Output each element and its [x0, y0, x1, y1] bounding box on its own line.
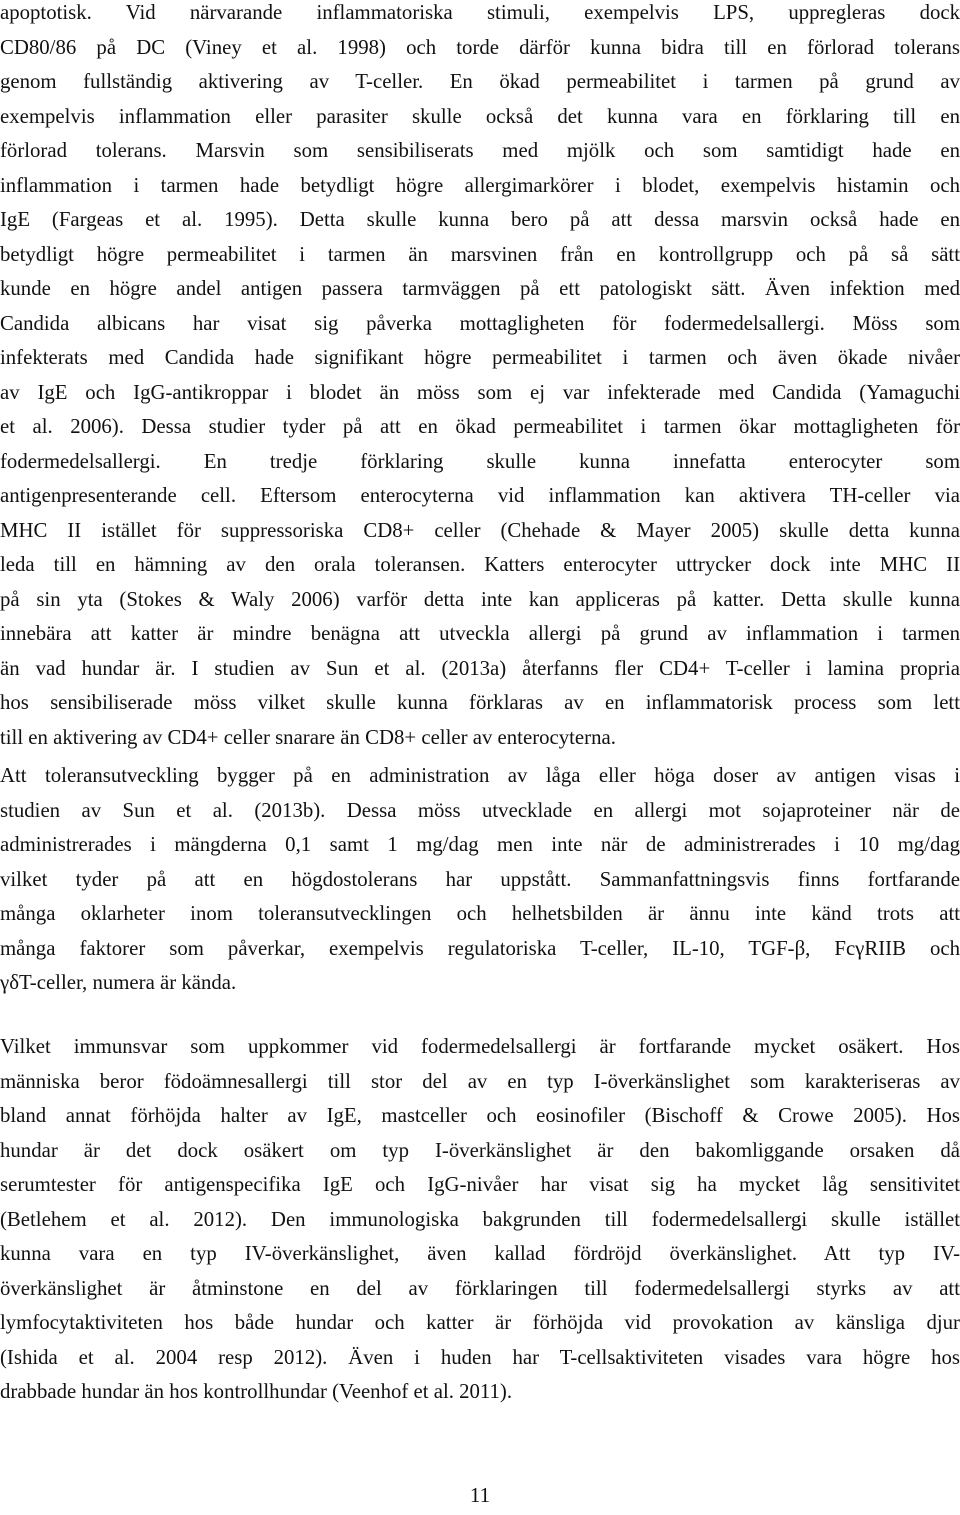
paragraph-line: infekterats med Candida hade signifikant högre permeabilitet i tarmen och även ökade nivåer [0, 346, 960, 369]
body-paragraph-2 [0, 762, 960, 1004]
paragraph-line: betydligt högre permeabilitet i tarmen än marsvinen från en kontrollgrupp och på så sätt [0, 242, 960, 266]
paragraph-line: serumtester för antigenspecifika IgE och IgG-nivåer har visat sig ha mycket låg sensitivitet [0, 1173, 960, 1196]
body-paragraph-3 [0, 1033, 960, 1413]
paragraph-line: kunde en högre andel antigen passera tarmväggen på ett patologiskt sätt. Även infektion med [0, 277, 960, 300]
paragraph-line: överkänslighet är åtminstone en del av förklaringen till fodermedelsallergi styrks av att [0, 1276, 960, 1300]
paragraph-line: förlorad tolerans. Marsvin som sensibiliserats med mjölk och som samtidigt hade en [0, 139, 960, 162]
paragraph-line: kunna vara en typ IV-överkänslighet, även kallad fördröjd överkänslighet. Att typ IV- [0, 1242, 960, 1265]
paragraph-line: på sin yta (Stokes & Waly 2006) varför detta inte kan appliceras på katter. Detta skulle kunna [0, 587, 960, 611]
paragraph-line: till en aktivering av CD4+ celler snarare än CD8+ celler av enterocyterna. [0, 725, 616, 749]
paragraph-line: hos sensibiliserade möss vilket skulle kunna förklaras av en inflammatorisk process som lett [0, 691, 960, 714]
paragraph-line: γδT-celler, numera är kända. [0, 971, 237, 994]
paragraph-line: leda till en hämning av den orala toleransen. Katters enterocyter uttrycker dock inte MHC II [0, 553, 960, 576]
paragraph-line: MHC II istället för suppressoriska CD8+ celler (Chehade & Mayer 2005) skulle detta kunna [0, 518, 960, 542]
paragraph-line: IgE (Fargeas et al. 1995). Detta skulle kunna bero på att dessa marsvin också hade en [0, 208, 960, 231]
paragraph-line: exempelvis inflammation eller parasiter skulle också det kunna vara en förklaring till en [0, 104, 960, 128]
paragraph-line: antigenpresenterande cell. Eftersom enterocyterna vid inflammation kan aktivera TH-celler via [0, 484, 960, 507]
paragraph-line: et al. 2006). Dessa studier tyder på att en ökad permeabilitet i tarmen ökar mottagligheten för [0, 415, 960, 438]
paragraph-line: Vilket immunsvar som uppkommer vid fodermedelsallergi är fortfarande mycket osäkert. Hos [0, 1035, 960, 1058]
paragraph-line: lymfocytaktiviteten hos både hundar och katter är förhöjda vid provokation av känsliga djur [0, 1311, 960, 1334]
paragraph-line: innebära att katter är mindre benägna att utveckla allergi på grund av inflammation i tarmen [0, 622, 960, 645]
paragraph-line: administrerades i mängderna 0,1 samt 1 mg/dag men inte när de administrerades i 10 mg/dag [0, 833, 960, 856]
paragraph-line: många faktorer som påverkar, exempelvis regulatoriska T-celler, IL-10, TGF-β, FcγRIIB och [0, 936, 960, 960]
paragraph-line: bland annat förhöjda halter av IgE, mastceller och eosinofiler (Bischoff & Crowe 2005). Hos [0, 1104, 960, 1127]
paragraph-line: fodermedelsallergi. En tredje förklaring skulle kunna innefatta enterocyter som [0, 449, 960, 473]
paragraph-line: av IgE och IgG-antikroppar i blodet än möss som ej var infekterade med Candida (Yamaguchi [0, 380, 960, 404]
paragraph-line: Candida albicans har visat sig påverka mottagligheten för fodermedelsallergi. Möss som [0, 311, 960, 335]
paragraph-line: (Ishida et al. 2004 resp 2012). Även i huden har T-cellsaktiviteten visades vara högre hos [0, 1345, 960, 1369]
paragraph-line: inflammation i tarmen hade betydligt högre allergimarkörer i blodet, exempelvis histamin och [0, 173, 960, 197]
paragraph-line: (Betlehem et al. 2012). Den immunologiska bakgrunden till fodermedelsallergi skulle istället [0, 1207, 960, 1231]
paragraph-line: än vad hundar är. I studien av Sun et al. (2013a) återfanns fler CD4+ T-celler i lamina propria [0, 656, 960, 680]
paragraph-line: drabbade hundar än hos kontrollhundar (Veenhof et al. 2011). [0, 1380, 513, 1403]
paragraph-line: studien av Sun et al. (2013b). Dessa möss utvecklade en allergi mot sojaproteiner när de [0, 798, 960, 822]
paragraph-line: Att toleransutveckling bygger på en administration av låga eller höga doser av antigen visas i [0, 764, 960, 787]
paragraph-line: apoptotisk. Vid närvarande inflammatoriska stimuli, exempelvis LPS, uppregleras dock [0, 1, 960, 24]
paragraph-line: CD80/86 på DC (Viney et al. 1998) och torde därför kunna bidra till en förlorad tolerans [0, 35, 960, 59]
paragraph-line: många oklarheter inom toleransutvecklingen och helhetsbilden är ännu inte känd trots att [0, 902, 960, 925]
paragraph-line: människa beror födoämnesallergi till stor del av en typ I-överkänslighet som karakteriseras av [0, 1069, 960, 1093]
paragraph-line: hundar är det dock osäkert om typ I-överkänslighet är den bakomliggande orsaken då [0, 1138, 960, 1162]
paragraph-line: genom fullständig aktivering av T-celler. En ökad permeabilitet i tarmen på grund av [0, 70, 960, 93]
page-number: 11 [469, 1483, 491, 1507]
paragraph-line: vilket tyder på att en högdostolerans har uppstått. Sammanfattningsvis finns fortfarande [0, 867, 960, 891]
